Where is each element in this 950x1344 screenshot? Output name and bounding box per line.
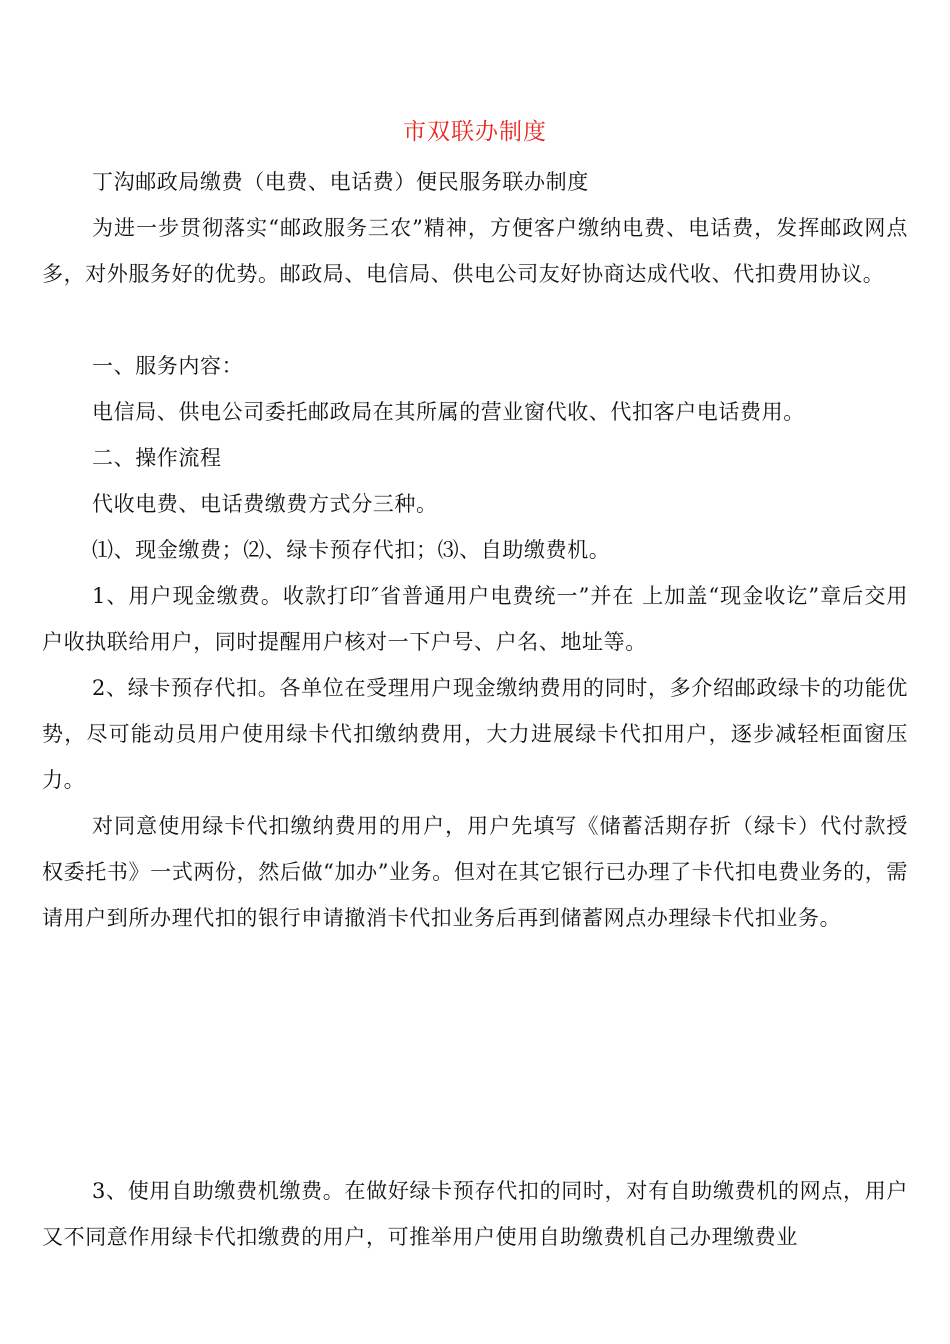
paragraph-green-card-agree: 对同意使用绿卡代扣缴纳费用的用户，用户先填写《储蓄活期存折（绿卡）代付款授权委托书》一式两份，然后做“加办”业务。但对在其它银行已办理了卡代扣电费业务的，需请用户到所办理代扣的银行申请撤消卡代扣业务后再到储蓄网点办理绿卡代扣业务。 (42, 814, 908, 930)
paragraph-service-content: 电信局、供电公司委托邮政局在其所属的营业窗代收、代扣客户电话费用。 (92, 400, 805, 424)
paragraph-subtitle: 丁沟邮政局缴费（电费、电话费）便民服务联办制度 (92, 170, 589, 194)
document-title: 市双联办制度 (403, 119, 547, 145)
paragraph-heading-process: 二、操作流程 (92, 446, 222, 470)
paragraph-green-card: 2、绿卡预存代扣。各单位在受理用户现金缴纳费用的同时，多介绍邮政绿卡的功能优势，尽可能动员用户使用绿卡代扣缴纳费用，大力进展绿卡代扣用户，逐步减轻柜面窗压力。 (42, 676, 908, 792)
paragraph-method-list: ⑴、现金缴费；⑵、绿卡预存代扣；⑶、自助缴费机。 (92, 538, 611, 562)
paragraph-heading-service: 一、服务内容： (92, 354, 244, 378)
paragraph-self-service: 3、使用自助缴费机缴费。在做好绿卡预存代扣的同时，对有自助缴费机的网点，用户又不同意作用绿卡代扣缴费的用户，可推举用户使用自助缴费机自己办理缴费业 (42, 1179, 908, 1249)
paragraph-cash-payment: 1、用户现金缴费。收款打印″省普通用户电费统一”并在 上加盖“现金收讫”章后交用户收执联给用户，同时提醒用户核对一下户号、户名、地址等。 (42, 584, 908, 654)
paragraph-intro: 为进一步贯彻落实“邮政服务三农”精神，方便客户缴纳电费、电话费，发挥邮政网点多，对外服务好的优势。邮政局、电信局、供电公司友好协商达成代收、代扣费用协议。 (42, 216, 908, 286)
paragraph-methods: 代收电费、电话费缴费方式分三种。 (92, 492, 438, 516)
